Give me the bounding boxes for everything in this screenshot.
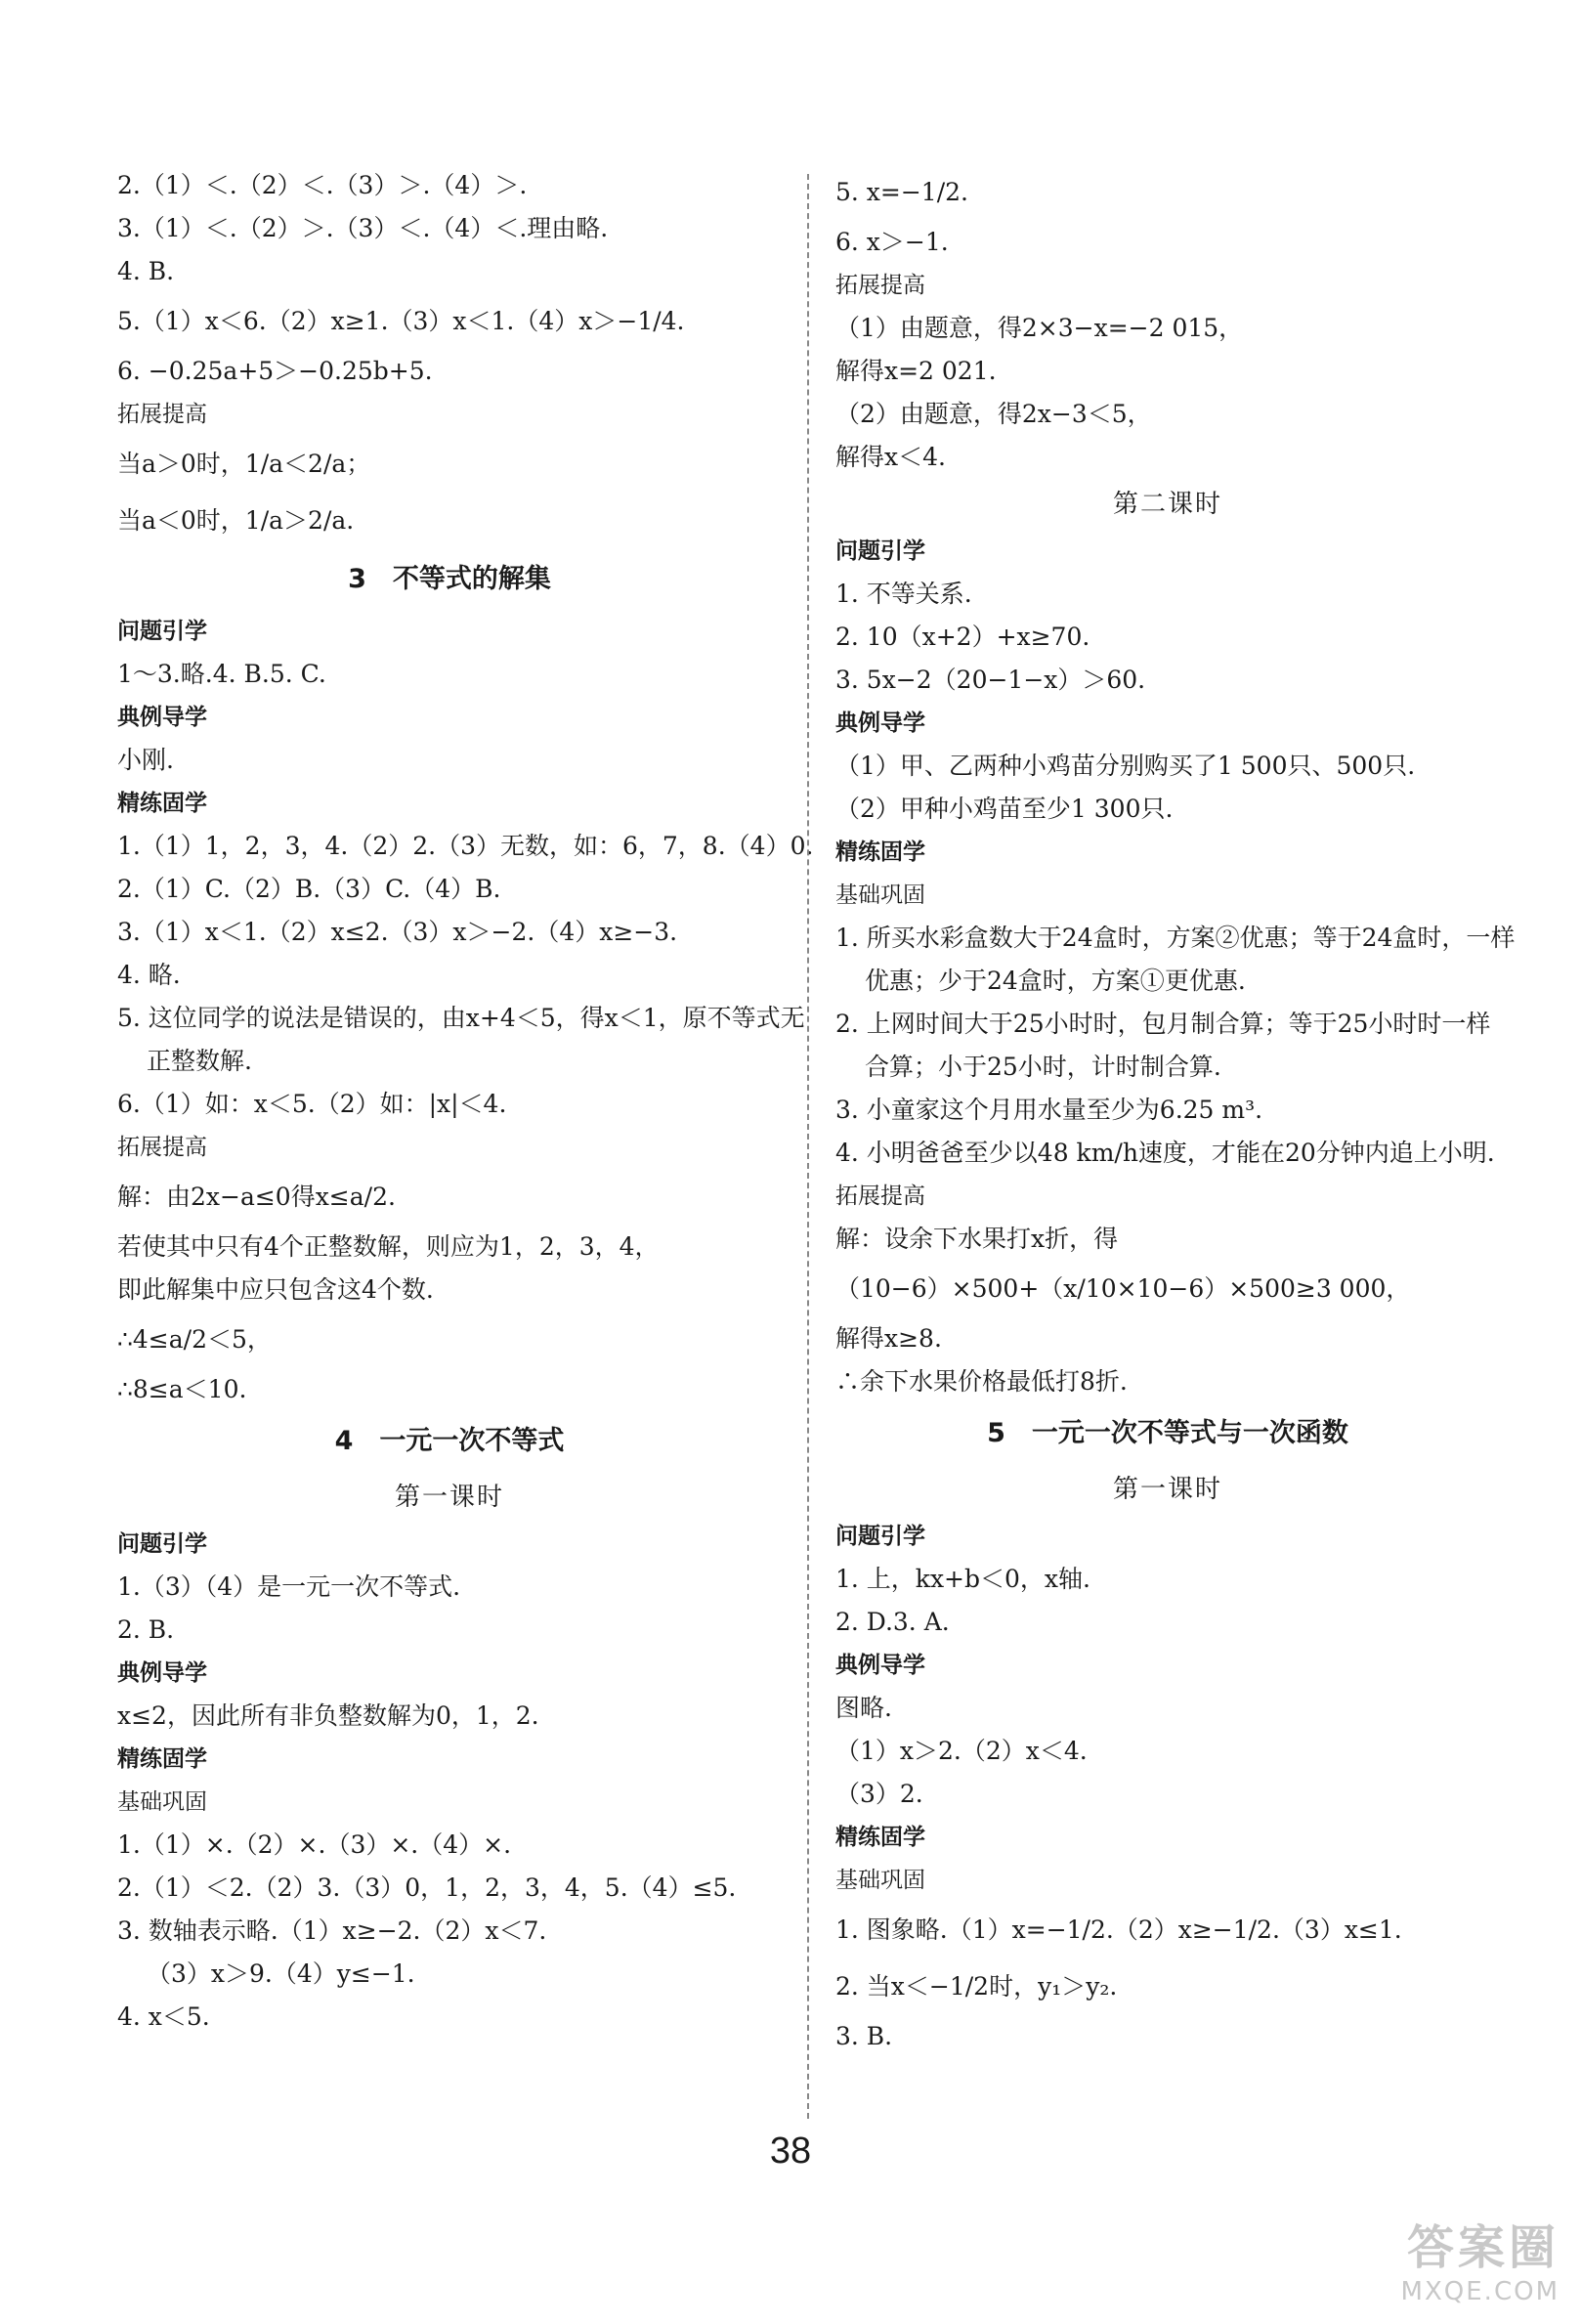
right-column	[835, 164, 1516, 2058]
answer-line: 2. 当x＜−1/2时，y₁＞y₂.	[835, 1972, 1118, 2001]
answer-line: 1. 不等关系.	[835, 580, 972, 608]
answer-line: 解得x=2 021.	[835, 357, 997, 385]
minor-heading: 基础巩固	[117, 1789, 207, 1815]
answer-line: 1.（3）（4）是一元一次不等式.	[117, 1572, 461, 1601]
answer-line: 3. 小童家这个月用水量至少为6.25 m³.	[835, 1096, 1263, 1124]
column-divider	[807, 174, 809, 2119]
answer-line: 当a＞0时，1/a＜2/a；	[117, 450, 371, 478]
answer-line: 4. 略.	[117, 961, 181, 989]
subsection-heading: 精练固学	[117, 791, 207, 816]
minor-heading: 拓展提高	[117, 1135, 207, 1160]
answer-line: （1）x＞2.（2）x＜4.	[835, 1737, 1088, 1765]
answer-line: 3.（1）x＜1.（2）x≤2.（3）x＞−2.（4）x≥−3.	[117, 918, 678, 946]
subsection-heading: 典例导学	[117, 1660, 207, 1686]
minor-heading: 基础巩固	[835, 1868, 925, 1893]
answer-line: 若使其中只有4个正整数解，则应为1，2，3，4，	[117, 1232, 660, 1261]
subsection-heading: 问题引学	[835, 538, 925, 564]
answer-line: 2.（1）＜2.（2）3.（3）0，1，2，3，4，5.（4）≤5.	[117, 1873, 737, 1902]
answer-line: 4. x＜5.	[117, 2002, 210, 2031]
answer-line: 5.（1）x＜6.（2）x≥1.（3）x＜1.（4）x＞−1/4.	[117, 307, 685, 335]
answer-line-continued: 合算；小于25小时，计时制合算.	[865, 1053, 1221, 1081]
answer-line: 解：设余下水果打x折，得	[835, 1225, 1119, 1253]
answer-line: 1. 所买水彩盒数大于24盒时，方案②优惠；等于24盒时，一样	[835, 924, 1516, 952]
answer-line-continued: 优惠；少于24盒时，方案①更优惠.	[865, 967, 1246, 995]
answer-line: 2.（1）C.（2）B.（3）C.（4）B.	[117, 875, 501, 903]
answer-line: 即此解集中应只包含这4个数.	[117, 1275, 434, 1304]
lesson-title: 第一课时	[1112, 1475, 1222, 1504]
answer-line: （2）甲种小鸡苗至少1 300只.	[835, 795, 1174, 823]
answer-line: （1）由题意，得2×3−x=−2 015，	[835, 314, 1244, 342]
answer-line: 1.（1）1，2，3，4.（2）2.（3）无数，如：6，7，8.（4）0.	[117, 832, 814, 860]
answer-line: 3. B.	[835, 2022, 893, 2050]
answer-line: （3）2.	[835, 1780, 923, 1808]
answer-line: 2. B.	[117, 1615, 175, 1644]
answer-line: 小刚.	[117, 746, 174, 774]
subsection-heading: 问题引学	[117, 1531, 207, 1557]
answer-line: 1～3.略.4. B.5. C.	[117, 660, 326, 688]
answer-line: x≤2，因此所有非负整数解为0，1，2.	[117, 1701, 539, 1730]
left-column	[117, 164, 814, 2039]
answer-line: ∴4≤a/2＜5，	[117, 1325, 272, 1354]
watermark-url: MXQE.COM	[1400, 2277, 1560, 2306]
answer-line: 解得x≥8.	[835, 1324, 942, 1353]
answer-line-continued: 正整数解.	[147, 1047, 252, 1075]
answer-line: 6. x＞−1.	[835, 228, 949, 256]
answer-line: 2. 上网时间大于25小时时，包月制合算；等于25小时时一样	[835, 1010, 1491, 1038]
answer-line: 5. x=−1/2.	[835, 178, 968, 206]
subsection-heading: 精练固学	[117, 1746, 207, 1772]
answer-line: 4. 小明爸爸至少以48 km/h速度，才能在20分钟内追上小明.	[835, 1139, 1495, 1167]
answer-line: 2. 10（x+2）+x≥70.	[835, 623, 1090, 651]
subsection-heading: 典例导学	[835, 710, 925, 736]
answer-line: ∴余下水果价格最低打8折.	[835, 1367, 1128, 1396]
minor-heading: 拓展提高	[117, 402, 207, 427]
answer-line: （10−6）×500+（x/10×10−6）×500≥3 000，	[835, 1274, 1411, 1303]
answer-line: 1.（1）×.（2）×.（3）×.（4）×.	[117, 1830, 512, 1859]
lesson-title: 第一课时	[394, 1483, 504, 1512]
minor-heading: 拓展提高	[835, 273, 925, 298]
answer-line: 3. 数轴表示略.（1）x≥−2.（2）x＜7.	[117, 1916, 547, 1945]
answer-line: 3. 5x−2（20−1−x）＞60.	[835, 666, 1146, 694]
answer-line: ∴8≤a＜10.	[117, 1375, 247, 1403]
section-title: 5 一元一次不等式与一次函数	[987, 1418, 1348, 1448]
subsection-heading: 精练固学	[835, 839, 925, 865]
answer-line: 3.（1）＜.（2）＞.（3）＜.（4）＜.理由略.	[117, 214, 609, 242]
subsection-heading: 问题引学	[835, 1524, 925, 1549]
subsection-heading: 典例导学	[835, 1653, 925, 1678]
answer-line: 解得x＜4.	[835, 443, 946, 471]
answer-line: 6.（1）如：x＜5.（2）如：|x|＜4.	[117, 1090, 507, 1118]
answer-line-continued: （3）x＞9.（4）y≤−1.	[147, 1959, 415, 1988]
answer-line: 2.（1）＜.（2）＜.（3）＞.（4）＞.	[117, 171, 528, 199]
answer-line: 6. −0.25a+5＞−0.25b+5.	[117, 357, 433, 385]
lesson-title: 第二课时	[1112, 490, 1222, 519]
watermark-logo	[1401, 2210, 1560, 2306]
page-number: 38	[769, 2130, 812, 2172]
answer-line: 4. B.	[117, 257, 175, 285]
subsection-heading: 典例导学	[117, 705, 207, 730]
answer-line: 2. D.3. A.	[835, 1608, 950, 1636]
watermark-logo-text: 答案圈	[1406, 2220, 1560, 2275]
answer-line: 当a＜0时，1/a＞2/a.	[117, 506, 355, 535]
section-title: 4 一元一次不等式	[334, 1426, 565, 1456]
answer-line: 1. 上，kx+b＜0，x轴.	[835, 1565, 1090, 1593]
subsection-heading: 精练固学	[835, 1825, 925, 1850]
answer-line: 1. 图象略.（1）x=−1/2.（2）x≥−1/2.（3）x≤1.	[835, 1915, 1402, 1944]
section-title: 3 不等式的解集	[348, 564, 551, 594]
minor-heading: 基础巩固	[835, 882, 925, 908]
answer-line: （1）甲、乙两种小鸡苗分别购买了1 500只、500只.	[835, 752, 1416, 780]
answer-line: 解：由2x−a≤0得x≤a/2.	[117, 1183, 396, 1211]
answer-line: 图略.	[835, 1694, 892, 1722]
answer-line: 5. 这位同学的说法是错误的，由x+4＜5，得x＜1，原不等式无	[117, 1004, 805, 1032]
answer-line: （2）由题意，得2x−3＜5，	[835, 400, 1152, 428]
minor-heading: 拓展提高	[835, 1184, 925, 1209]
subsection-heading: 问题引学	[117, 619, 207, 644]
